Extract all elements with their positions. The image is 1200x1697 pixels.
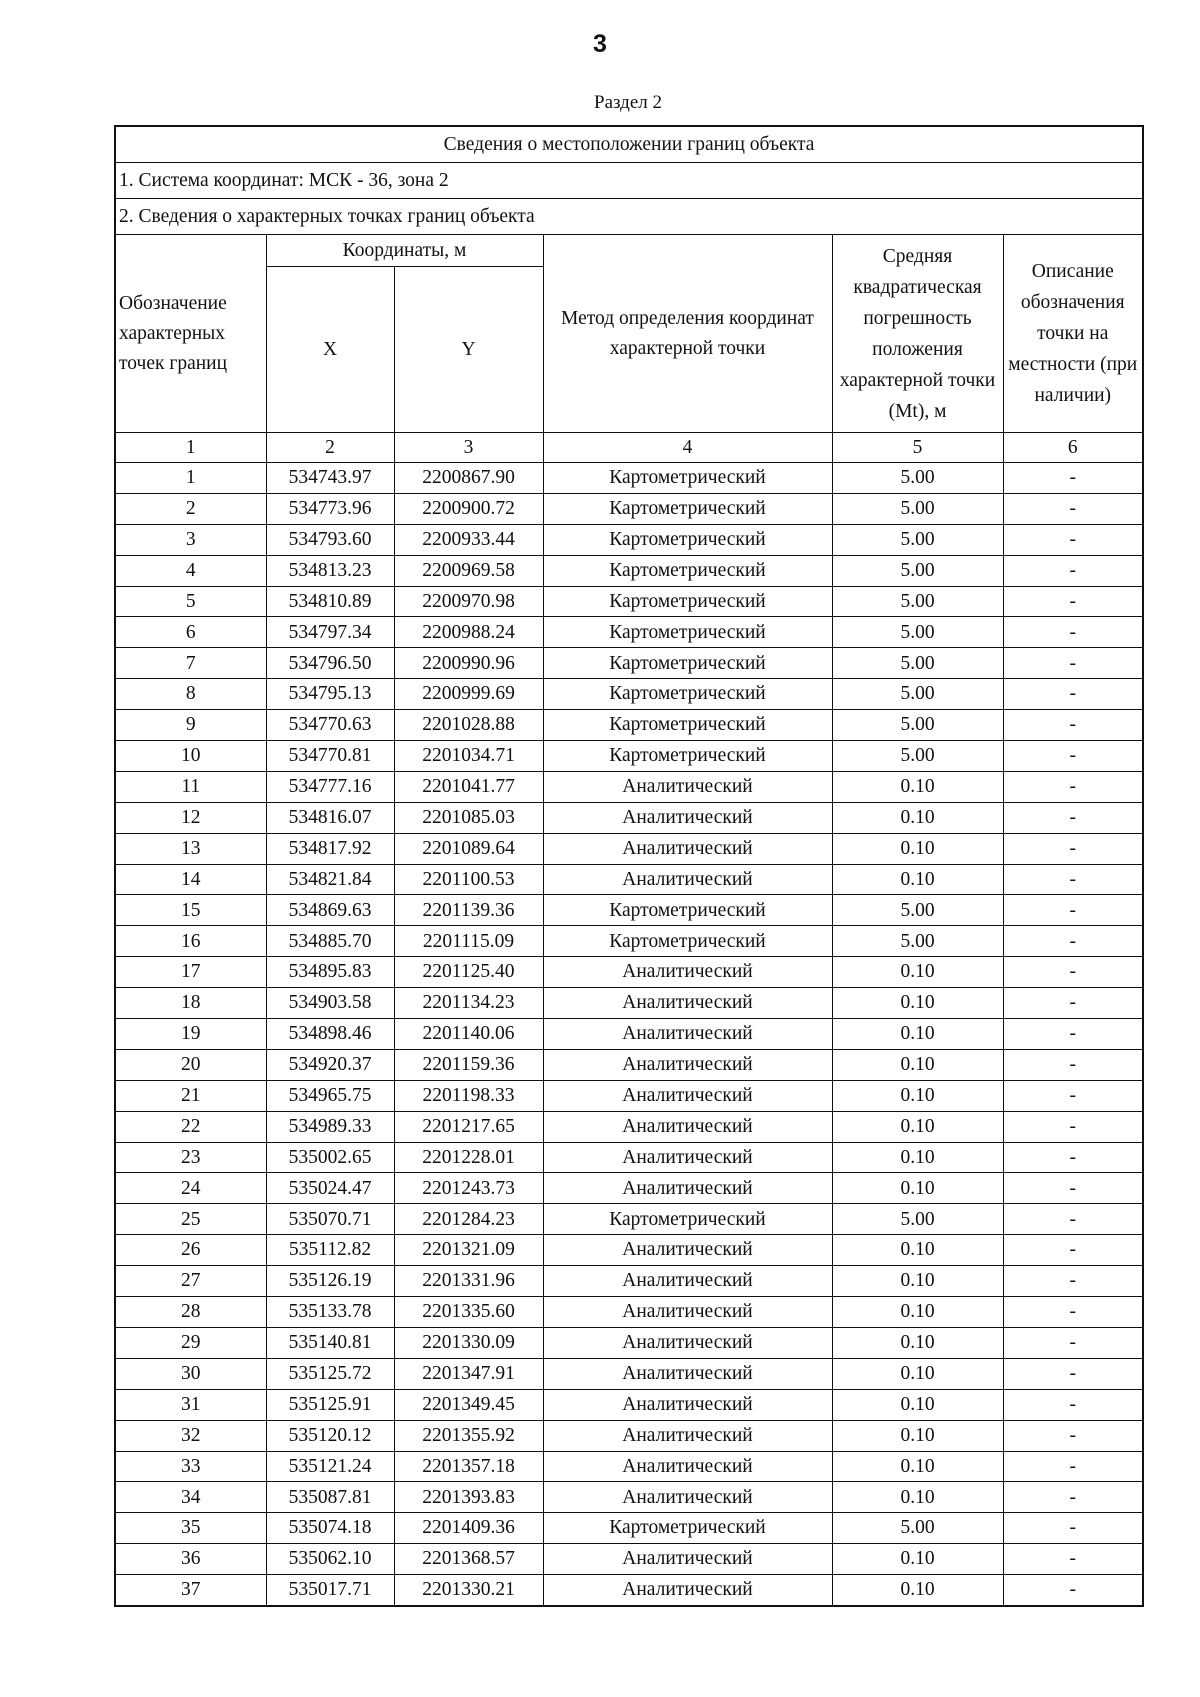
column-number: 6: [1003, 433, 1143, 463]
cell-y: 2200969.58: [394, 555, 543, 586]
cell-point-number: 8: [115, 679, 266, 710]
cell-method: Аналитический: [543, 1173, 832, 1204]
cell-point-number: 33: [115, 1451, 266, 1482]
cell-y: 2200933.44: [394, 524, 543, 555]
table-row: [115, 1204, 1143, 1235]
cell-description: -: [1003, 1019, 1143, 1050]
header-method: Метод определения координат характерной точки: [543, 235, 832, 433]
cell-point-number: 25: [115, 1204, 266, 1235]
cell-method: Картометрический: [543, 648, 832, 679]
cell-x: 534817.92: [266, 833, 394, 864]
cell-method: Аналитический: [543, 1266, 832, 1297]
cell-x: 534777.16: [266, 771, 394, 802]
cell-y: 2201357.18: [394, 1451, 543, 1482]
cell-method: Аналитический: [543, 771, 832, 802]
cell-method: Картометрический: [543, 895, 832, 926]
table-title-row: [115, 126, 1143, 163]
cell-x: 535120.12: [266, 1420, 394, 1451]
cell-mt: 0.10: [832, 1420, 1003, 1451]
cell-mt: 5.00: [832, 463, 1003, 494]
cell-y: 2201321.09: [394, 1235, 543, 1266]
cell-y: 2200970.98: [394, 586, 543, 617]
cell-description: -: [1003, 771, 1143, 802]
column-numbers-row: [115, 433, 1143, 463]
table-row: [115, 710, 1143, 741]
cell-y: 2201347.91: [394, 1358, 543, 1389]
table-row: [115, 555, 1143, 586]
table-row: [115, 679, 1143, 710]
coord-system: 1. Система координат: МСК - 36, зона 2: [115, 163, 1143, 199]
column-number: 1: [115, 433, 266, 463]
cell-method: Аналитический: [543, 802, 832, 833]
cell-method: Картометрический: [543, 926, 832, 957]
cell-description: -: [1003, 1080, 1143, 1111]
cell-y: 2201198.33: [394, 1080, 543, 1111]
cell-x: 534869.63: [266, 895, 394, 926]
cell-method: Аналитический: [543, 864, 832, 895]
cell-x: 535070.71: [266, 1204, 394, 1235]
table-row: [115, 926, 1143, 957]
cell-method: Картометрический: [543, 586, 832, 617]
cell-mt: 5.00: [832, 710, 1003, 741]
cell-point-number: 22: [115, 1111, 266, 1142]
boundary-points-table: [114, 125, 1144, 1607]
cell-description: -: [1003, 1297, 1143, 1328]
cell-method: Картометрический: [543, 1204, 832, 1235]
cell-mt: 0.10: [832, 1173, 1003, 1204]
cell-method: Аналитический: [543, 1019, 832, 1050]
cell-point-number: 18: [115, 988, 266, 1019]
cell-x: 535121.24: [266, 1451, 394, 1482]
cell-x: 534965.75: [266, 1080, 394, 1111]
cell-method: Аналитический: [543, 1389, 832, 1420]
cell-mt: 0.10: [832, 1389, 1003, 1420]
cell-method: Аналитический: [543, 1327, 832, 1358]
table-row: [115, 1327, 1143, 1358]
cell-method: Аналитический: [543, 1358, 832, 1389]
cell-mt: 0.10: [832, 802, 1003, 833]
cell-method: Картометрический: [543, 617, 832, 648]
cell-mt: 0.10: [832, 1019, 1003, 1050]
cell-point-number: 37: [115, 1575, 266, 1606]
table-row: [115, 1389, 1143, 1420]
cell-description: -: [1003, 926, 1143, 957]
cell-description: -: [1003, 463, 1143, 494]
cell-description: -: [1003, 1513, 1143, 1544]
cell-y: 2201100.53: [394, 864, 543, 895]
cell-description: -: [1003, 1327, 1143, 1358]
cell-y: 2201355.92: [394, 1420, 543, 1451]
cell-description: -: [1003, 802, 1143, 833]
cell-method: Аналитический: [543, 957, 832, 988]
cell-description: -: [1003, 1142, 1143, 1173]
cell-x: 534770.63: [266, 710, 394, 741]
coord-system-row: [115, 163, 1143, 199]
table-row: [115, 1173, 1143, 1204]
table-row: [115, 1142, 1143, 1173]
table-row: [115, 1358, 1143, 1389]
cell-x: 535074.18: [266, 1513, 394, 1544]
cell-description: -: [1003, 895, 1143, 926]
cell-y: 2200999.69: [394, 679, 543, 710]
cell-mt: 5.00: [832, 679, 1003, 710]
cell-y: 2201331.96: [394, 1266, 543, 1297]
cell-point-number: 31: [115, 1389, 266, 1420]
header-description: Описание обозначения точки на местности (при наличии): [1003, 235, 1143, 433]
column-number: 4: [543, 433, 832, 463]
cell-description: -: [1003, 1389, 1143, 1420]
cell-x: 534989.33: [266, 1111, 394, 1142]
points-heading: 2. Сведения о характерных точках границ объекта: [115, 199, 1143, 235]
cell-point-number: 30: [115, 1358, 266, 1389]
header-designation: Обозначение характерных точек границ: [115, 235, 266, 433]
cell-method: Картометрический: [543, 679, 832, 710]
header-y: Y: [394, 267, 543, 433]
cell-y: 2201085.03: [394, 802, 543, 833]
cell-y: 2201330.21: [394, 1575, 543, 1606]
cell-mt: 0.10: [832, 1049, 1003, 1080]
cell-description: -: [1003, 1266, 1143, 1297]
cell-method: Аналитический: [543, 1544, 832, 1575]
cell-method: Аналитический: [543, 833, 832, 864]
cell-method: Картометрический: [543, 524, 832, 555]
cell-description: -: [1003, 1111, 1143, 1142]
cell-x: 534813.23: [266, 555, 394, 586]
cell-x: 534885.70: [266, 926, 394, 957]
cell-x: 534795.13: [266, 679, 394, 710]
cell-method: Аналитический: [543, 1111, 832, 1142]
cell-description: -: [1003, 493, 1143, 524]
cell-mt: 0.10: [832, 1142, 1003, 1173]
table-row: [115, 988, 1143, 1019]
header-row-top: [115, 235, 1143, 267]
table-body: [115, 463, 1143, 1606]
cell-x: 534898.46: [266, 1019, 394, 1050]
cell-y: 2201217.65: [394, 1111, 543, 1142]
table-row: [115, 864, 1143, 895]
cell-x: 534773.96: [266, 493, 394, 524]
cell-y: 2201140.06: [394, 1019, 543, 1050]
cell-point-number: 17: [115, 957, 266, 988]
table-row: [115, 586, 1143, 617]
table-row: [115, 1420, 1143, 1451]
cell-point-number: 7: [115, 648, 266, 679]
cell-x: 534920.37: [266, 1049, 394, 1080]
cell-method: Аналитический: [543, 1451, 832, 1482]
cell-point-number: 27: [115, 1266, 266, 1297]
cell-description: -: [1003, 679, 1143, 710]
cell-point-number: 32: [115, 1420, 266, 1451]
table-row: [115, 648, 1143, 679]
table-row: [115, 1513, 1143, 1544]
cell-description: -: [1003, 1482, 1143, 1513]
cell-description: -: [1003, 1358, 1143, 1389]
cell-description: -: [1003, 741, 1143, 772]
cell-y: 2201243.73: [394, 1173, 543, 1204]
cell-method: Аналитический: [543, 1235, 832, 1266]
header-x: X: [266, 267, 394, 433]
cell-x: 534770.81: [266, 741, 394, 772]
cell-method: Аналитический: [543, 1080, 832, 1111]
table-row: [115, 524, 1143, 555]
cell-point-number: 29: [115, 1327, 266, 1358]
points-heading-row: [115, 199, 1143, 235]
cell-description: -: [1003, 1575, 1143, 1606]
cell-x: 535002.65: [266, 1142, 394, 1173]
cell-x: 534821.84: [266, 864, 394, 895]
column-number: 2: [266, 433, 394, 463]
cell-point-number: 23: [115, 1142, 266, 1173]
cell-point-number: 19: [115, 1019, 266, 1050]
cell-description: -: [1003, 1451, 1143, 1482]
cell-mt: 0.10: [832, 833, 1003, 864]
header-coordinates: Координаты, м: [266, 235, 543, 267]
cell-y: 2201125.40: [394, 957, 543, 988]
cell-description: -: [1003, 524, 1143, 555]
cell-y: 2201139.36: [394, 895, 543, 926]
cell-x: 534743.97: [266, 463, 394, 494]
cell-y: 2200867.90: [394, 463, 543, 494]
cell-point-number: 34: [115, 1482, 266, 1513]
column-number: 5: [832, 433, 1003, 463]
cell-x: 535062.10: [266, 1544, 394, 1575]
cell-method: Картометрический: [543, 463, 832, 494]
table-row: [115, 771, 1143, 802]
cell-mt: 5.00: [832, 926, 1003, 957]
cell-point-number: 21: [115, 1080, 266, 1111]
cell-description: -: [1003, 833, 1143, 864]
cell-y: 2200988.24: [394, 617, 543, 648]
cell-mt: 0.10: [832, 1327, 1003, 1358]
cell-point-number: 20: [115, 1049, 266, 1080]
table-row: [115, 1297, 1143, 1328]
cell-mt: 5.00: [832, 895, 1003, 926]
cell-method: Аналитический: [543, 1142, 832, 1173]
cell-y: 2201028.88: [394, 710, 543, 741]
cell-x: 534796.50: [266, 648, 394, 679]
cell-mt: 5.00: [832, 648, 1003, 679]
cell-y: 2201134.23: [394, 988, 543, 1019]
cell-mt: 0.10: [832, 1235, 1003, 1266]
cell-point-number: 36: [115, 1544, 266, 1575]
table-row: [115, 1080, 1143, 1111]
column-number: 3: [394, 433, 543, 463]
cell-x: 535017.71: [266, 1575, 394, 1606]
cell-description: -: [1003, 864, 1143, 895]
cell-mt: 0.10: [832, 771, 1003, 802]
cell-point-number: 35: [115, 1513, 266, 1544]
cell-point-number: 9: [115, 710, 266, 741]
cell-x: 535126.19: [266, 1266, 394, 1297]
cell-mt: 0.10: [832, 1111, 1003, 1142]
cell-x: 534810.89: [266, 586, 394, 617]
cell-method: Картометрический: [543, 1513, 832, 1544]
cell-point-number: 4: [115, 555, 266, 586]
table-row: [115, 957, 1143, 988]
cell-mt: 0.10: [832, 864, 1003, 895]
cell-method: Картометрический: [543, 710, 832, 741]
cell-mt: 0.10: [832, 1266, 1003, 1297]
cell-method: Аналитический: [543, 1482, 832, 1513]
cell-mt: 0.10: [832, 1575, 1003, 1606]
cell-x: 535024.47: [266, 1173, 394, 1204]
cell-point-number: 5: [115, 586, 266, 617]
cell-point-number: 2: [115, 493, 266, 524]
cell-mt: 5.00: [832, 1204, 1003, 1235]
cell-y: 2200990.96: [394, 648, 543, 679]
cell-y: 2201115.09: [394, 926, 543, 957]
cell-point-number: 3: [115, 524, 266, 555]
cell-description: -: [1003, 555, 1143, 586]
cell-point-number: 12: [115, 802, 266, 833]
table-row: [115, 1049, 1143, 1080]
cell-point-number: 24: [115, 1173, 266, 1204]
cell-y: 2201159.36: [394, 1049, 543, 1080]
cell-point-number: 28: [115, 1297, 266, 1328]
cell-method: Аналитический: [543, 1049, 832, 1080]
cell-x: 534797.34: [266, 617, 394, 648]
cell-method: Аналитический: [543, 1297, 832, 1328]
cell-y: 2201284.23: [394, 1204, 543, 1235]
cell-y: 2201330.09: [394, 1327, 543, 1358]
cell-method: Картометрический: [543, 555, 832, 586]
cell-description: -: [1003, 988, 1143, 1019]
cell-mt: 0.10: [832, 1544, 1003, 1575]
cell-x: 535133.78: [266, 1297, 394, 1328]
cell-point-number: 1: [115, 463, 266, 494]
cell-method: Аналитический: [543, 1420, 832, 1451]
cell-description: -: [1003, 1049, 1143, 1080]
cell-mt: 0.10: [832, 988, 1003, 1019]
cell-point-number: 14: [115, 864, 266, 895]
cell-mt: 0.10: [832, 957, 1003, 988]
cell-mt: 0.10: [832, 1080, 1003, 1111]
cell-point-number: 13: [115, 833, 266, 864]
cell-x: 535140.81: [266, 1327, 394, 1358]
cell-method: Картометрический: [543, 493, 832, 524]
table-row: [115, 1482, 1143, 1513]
cell-x: 534793.60: [266, 524, 394, 555]
cell-mt: 0.10: [832, 1482, 1003, 1513]
cell-mt: 0.10: [832, 1451, 1003, 1482]
table-row: [115, 1575, 1143, 1606]
cell-description: -: [1003, 617, 1143, 648]
cell-point-number: 6: [115, 617, 266, 648]
cell-mt: 5.00: [832, 1513, 1003, 1544]
cell-description: -: [1003, 1173, 1143, 1204]
table-row: [115, 1235, 1143, 1266]
cell-mt: 5.00: [832, 741, 1003, 772]
table-row: [115, 463, 1143, 494]
cell-x: 535125.72: [266, 1358, 394, 1389]
table-row: [115, 1111, 1143, 1142]
cell-point-number: 10: [115, 741, 266, 772]
cell-x: 534895.83: [266, 957, 394, 988]
cell-y: 2201041.77: [394, 771, 543, 802]
table-row: [115, 802, 1143, 833]
cell-x: 534816.07: [266, 802, 394, 833]
cell-description: -: [1003, 957, 1143, 988]
table-row: [115, 741, 1143, 772]
cell-y: 2201349.45: [394, 1389, 543, 1420]
cell-y: 2201034.71: [394, 741, 543, 772]
table-title: Сведения о местоположении границ объекта: [115, 126, 1143, 163]
cell-mt: 0.10: [832, 1358, 1003, 1389]
table-row: [115, 1019, 1143, 1050]
cell-y: 2200900.72: [394, 493, 543, 524]
table-row: [115, 895, 1143, 926]
table-row: [115, 1451, 1143, 1482]
cell-description: -: [1003, 1420, 1143, 1451]
cell-y: 2201368.57: [394, 1544, 543, 1575]
cell-description: -: [1003, 586, 1143, 617]
cell-mt: 5.00: [832, 555, 1003, 586]
cell-method: Картометрический: [543, 741, 832, 772]
cell-x: 535087.81: [266, 1482, 394, 1513]
cell-point-number: 16: [115, 926, 266, 957]
cell-mt: 5.00: [832, 617, 1003, 648]
header-error: Средняя квадратическая погрешность положения характерной точки (Mt), м: [832, 235, 1003, 433]
table-row: [115, 617, 1143, 648]
cell-method: Аналитический: [543, 1575, 832, 1606]
table-row: [115, 833, 1143, 864]
cell-y: 2201409.36: [394, 1513, 543, 1544]
cell-description: -: [1003, 1235, 1143, 1266]
cell-x: 535112.82: [266, 1235, 394, 1266]
cell-y: 2201228.01: [394, 1142, 543, 1173]
cell-x: 534903.58: [266, 988, 394, 1019]
cell-description: -: [1003, 1544, 1143, 1575]
page-number: 3: [593, 30, 607, 58]
cell-mt: 5.00: [832, 586, 1003, 617]
cell-mt: 5.00: [832, 524, 1003, 555]
table-row: [115, 1266, 1143, 1297]
cell-x: 535125.91: [266, 1389, 394, 1420]
table-row: [115, 1544, 1143, 1575]
cell-point-number: 26: [115, 1235, 266, 1266]
cell-y: 2201335.60: [394, 1297, 543, 1328]
section-title: Раздел 2: [594, 92, 662, 113]
cell-description: -: [1003, 710, 1143, 741]
cell-y: 2201089.64: [394, 833, 543, 864]
cell-point-number: 15: [115, 895, 266, 926]
cell-description: -: [1003, 1204, 1143, 1235]
cell-y: 2201393.83: [394, 1482, 543, 1513]
cell-description: -: [1003, 648, 1143, 679]
table-row: [115, 493, 1143, 524]
cell-mt: 5.00: [832, 493, 1003, 524]
cell-mt: 0.10: [832, 1297, 1003, 1328]
cell-method: Аналитический: [543, 988, 832, 1019]
cell-point-number: 11: [115, 771, 266, 802]
